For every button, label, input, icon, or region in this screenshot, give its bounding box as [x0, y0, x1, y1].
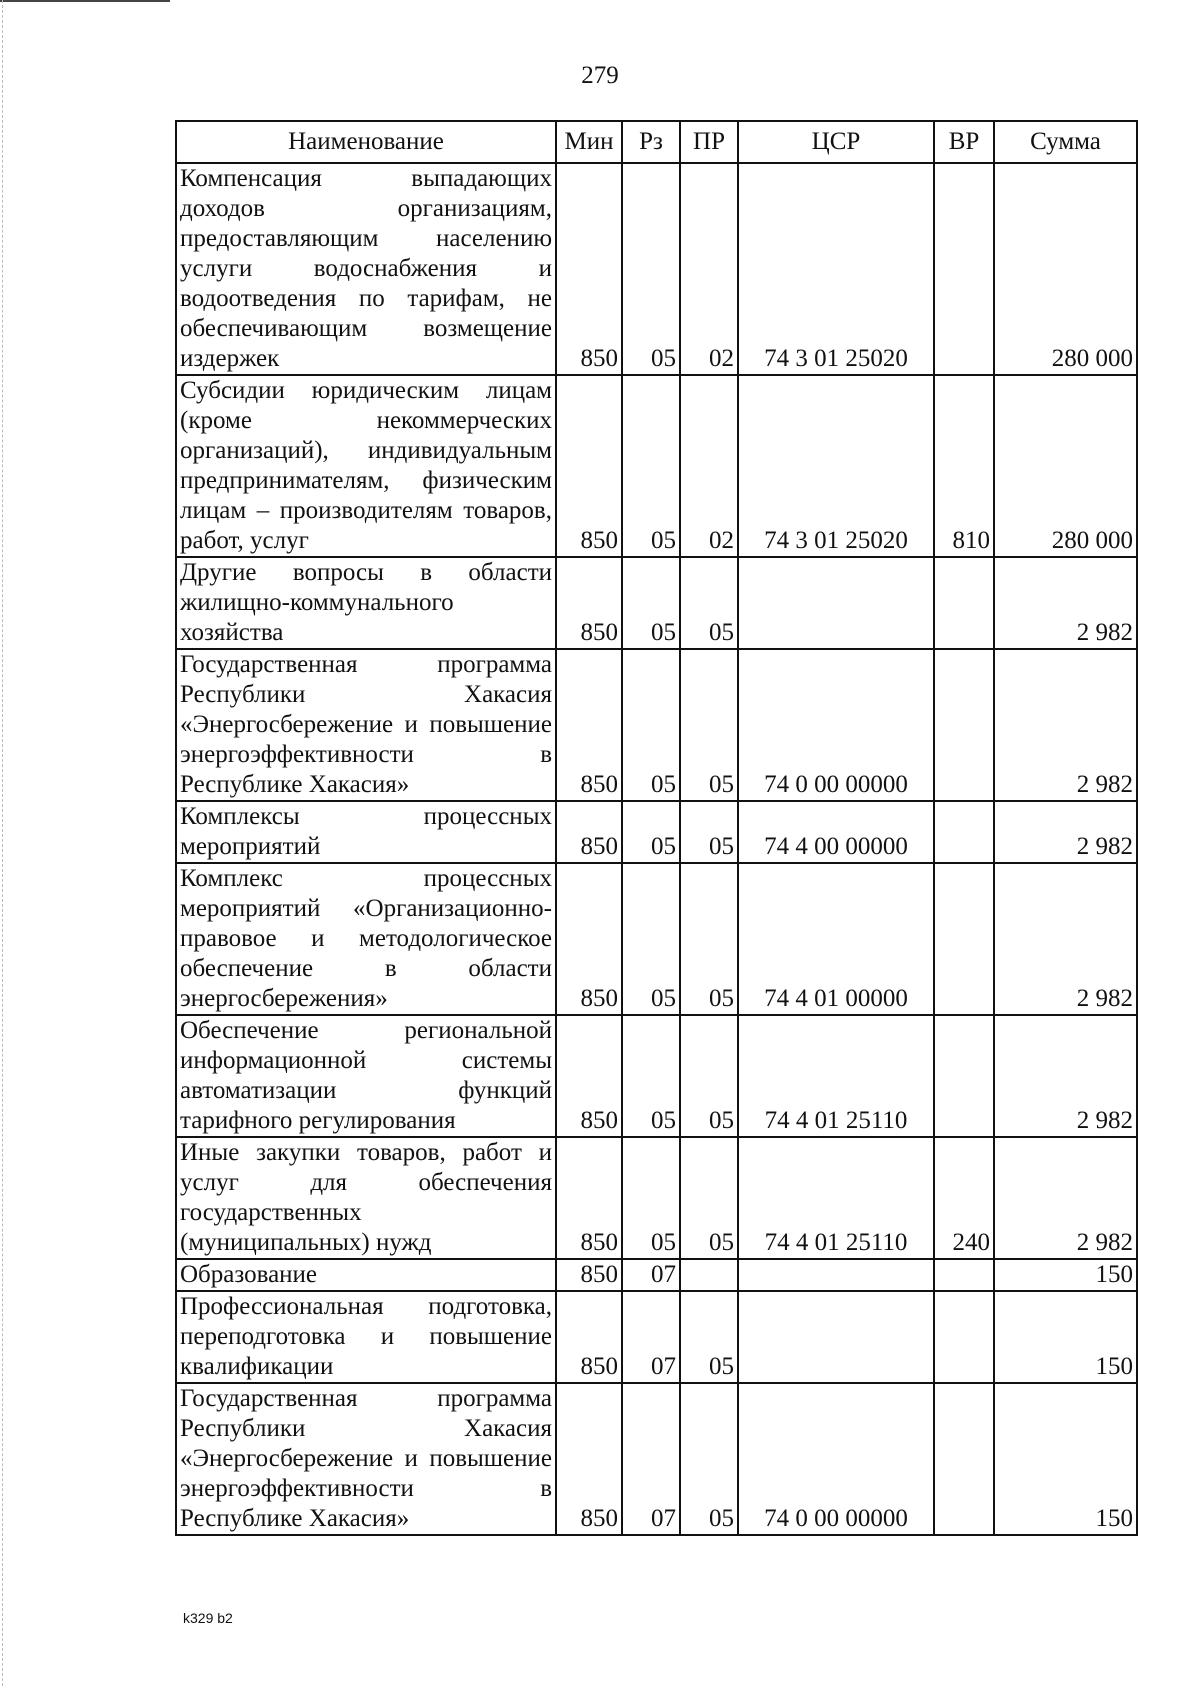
- row-rz: 05: [622, 649, 680, 801]
- row-name: Обеспечение региональной информационной системы автоматизации функций тарифного регулирования: [176, 1015, 556, 1137]
- budget-table: [175, 120, 1138, 1536]
- row-csr: 74 3 01 25020: [738, 375, 934, 557]
- header-pr: ПР: [680, 121, 738, 163]
- row-min: 850: [556, 1137, 622, 1259]
- row-pr: 05: [680, 1015, 738, 1137]
- header-name: Наименование: [176, 121, 556, 163]
- row-vr: 240: [934, 1137, 994, 1259]
- row-name: Государственная программа Республики Хакасия «Энергосбережение и повышение энергоэффективности в Республике Хакасия»: [176, 649, 556, 801]
- row-min: 850: [556, 801, 622, 863]
- row-name: Образование: [176, 1259, 556, 1291]
- table-row: [176, 1383, 1137, 1535]
- row-pr: 05: [680, 1291, 738, 1383]
- row-vr: [934, 1383, 994, 1535]
- row-min: 850: [556, 163, 622, 375]
- row-min: 850: [556, 1383, 622, 1535]
- table-row: [176, 163, 1137, 375]
- row-sum: 150: [994, 1259, 1137, 1291]
- table-header: [176, 121, 1137, 163]
- row-rz: 07: [622, 1259, 680, 1291]
- row-sum: 2 982: [994, 1137, 1137, 1259]
- row-csr: [738, 1291, 934, 1383]
- row-sum: 2 982: [994, 863, 1137, 1015]
- row-pr: 05: [680, 801, 738, 863]
- row-name: Комплекс процессных мероприятий «Организационно-правовое и методологическое обеспечение в области энергосбережения»: [176, 863, 556, 1015]
- row-sum: 280 000: [994, 163, 1137, 375]
- row-csr: 74 4 01 00000: [738, 863, 934, 1015]
- table-row: [176, 375, 1137, 557]
- row-pr: 05: [680, 649, 738, 801]
- row-csr: 74 4 00 00000: [738, 801, 934, 863]
- row-pr: [680, 1259, 738, 1291]
- row-rz: 05: [622, 375, 680, 557]
- row-rz: 07: [622, 1383, 680, 1535]
- row-pr: 05: [680, 557, 738, 649]
- table-row: [176, 1015, 1137, 1137]
- table-row: [176, 649, 1137, 801]
- row-pr: 05: [680, 1137, 738, 1259]
- row-sum: 2 982: [994, 649, 1137, 801]
- row-rz: 07: [622, 1291, 680, 1383]
- row-sum: 150: [994, 1383, 1137, 1535]
- table-row: [176, 1137, 1137, 1259]
- row-name: Субсидии юридическим лицам (кроме некоммерческих организаций), индивидуальным предпринимателям, физическим лицам – производителям товаров, работ, услуг: [176, 375, 556, 557]
- row-vr: [934, 1291, 994, 1383]
- row-min: 850: [556, 863, 622, 1015]
- table-row: [176, 1291, 1137, 1383]
- row-pr: 02: [680, 163, 738, 375]
- row-rz: 05: [622, 1137, 680, 1259]
- row-min: 850: [556, 1259, 622, 1291]
- row-min: 850: [556, 1291, 622, 1383]
- scan-border-top: [0, 0, 170, 2]
- row-sum: 280 000: [994, 375, 1137, 557]
- row-sum: 2 982: [994, 557, 1137, 649]
- page-number: 279: [581, 62, 619, 89]
- row-sum: 150: [994, 1291, 1137, 1383]
- header-csr: ЦСР: [738, 121, 934, 163]
- row-min: 850: [556, 557, 622, 649]
- row-rz: 05: [622, 557, 680, 649]
- row-csr: 74 0 00 00000: [738, 1383, 934, 1535]
- table-row: [176, 557, 1137, 649]
- row-pr: 02: [680, 375, 738, 557]
- row-vr: [934, 863, 994, 1015]
- row-sum: 2 982: [994, 801, 1137, 863]
- row-csr: 74 4 01 25110: [738, 1137, 934, 1259]
- header-min: Мин: [556, 121, 622, 163]
- row-name: Другие вопросы в области жилищно-коммунального хозяйства: [176, 557, 556, 649]
- row-vr: [934, 1015, 994, 1137]
- row-rz: 05: [622, 163, 680, 375]
- row-name: Государственная программа Республики Хакасия «Энергосбережение и повышение энергоэффективности в Республике Хакасия»: [176, 1383, 556, 1535]
- row-vr: [934, 1259, 994, 1291]
- table-row: [176, 1259, 1137, 1291]
- row-rz: 05: [622, 863, 680, 1015]
- row-csr: 74 0 00 00000: [738, 649, 934, 801]
- row-name: Профессиональная подготовка, переподготовка и повышение квалификации: [176, 1291, 556, 1383]
- row-name: Иные закупки товаров, работ и услуг для обеспечения государственных (муниципальных) нужд: [176, 1137, 556, 1259]
- row-vr: [934, 649, 994, 801]
- row-min: 850: [556, 1015, 622, 1137]
- row-name: Комплексы процессных мероприятий: [176, 801, 556, 863]
- table-row: [176, 801, 1137, 863]
- row-csr: [738, 557, 934, 649]
- header-sum: Сумма: [994, 121, 1137, 163]
- row-vr: [934, 557, 994, 649]
- row-pr: 05: [680, 863, 738, 1015]
- row-min: 850: [556, 649, 622, 801]
- row-name: Компенсация выпадающих доходов организациям, предоставляющим населению услуги водоснабжения и водоотведения по тарифам, не обеспечивающим возмещение издержек: [176, 163, 556, 375]
- row-vr: [934, 163, 994, 375]
- row-rz: 05: [622, 801, 680, 863]
- document-code: k329 b2: [183, 1610, 233, 1626]
- row-vr: 810: [934, 375, 994, 557]
- row-pr: 05: [680, 1383, 738, 1535]
- row-sum: 2 982: [994, 1015, 1137, 1137]
- header-row: [176, 121, 1137, 163]
- table-body: [176, 163, 1137, 1535]
- row-csr: 74 3 01 25020: [738, 163, 934, 375]
- row-csr: 74 4 01 25110: [738, 1015, 934, 1137]
- row-vr: [934, 801, 994, 863]
- table-row: [176, 863, 1137, 1015]
- row-min: 850: [556, 375, 622, 557]
- header-rz: Рз: [622, 121, 680, 163]
- header-vr: ВР: [934, 121, 994, 163]
- row-csr: [738, 1259, 934, 1291]
- scan-border-left: [2, 0, 4, 1686]
- row-rz: 05: [622, 1015, 680, 1137]
